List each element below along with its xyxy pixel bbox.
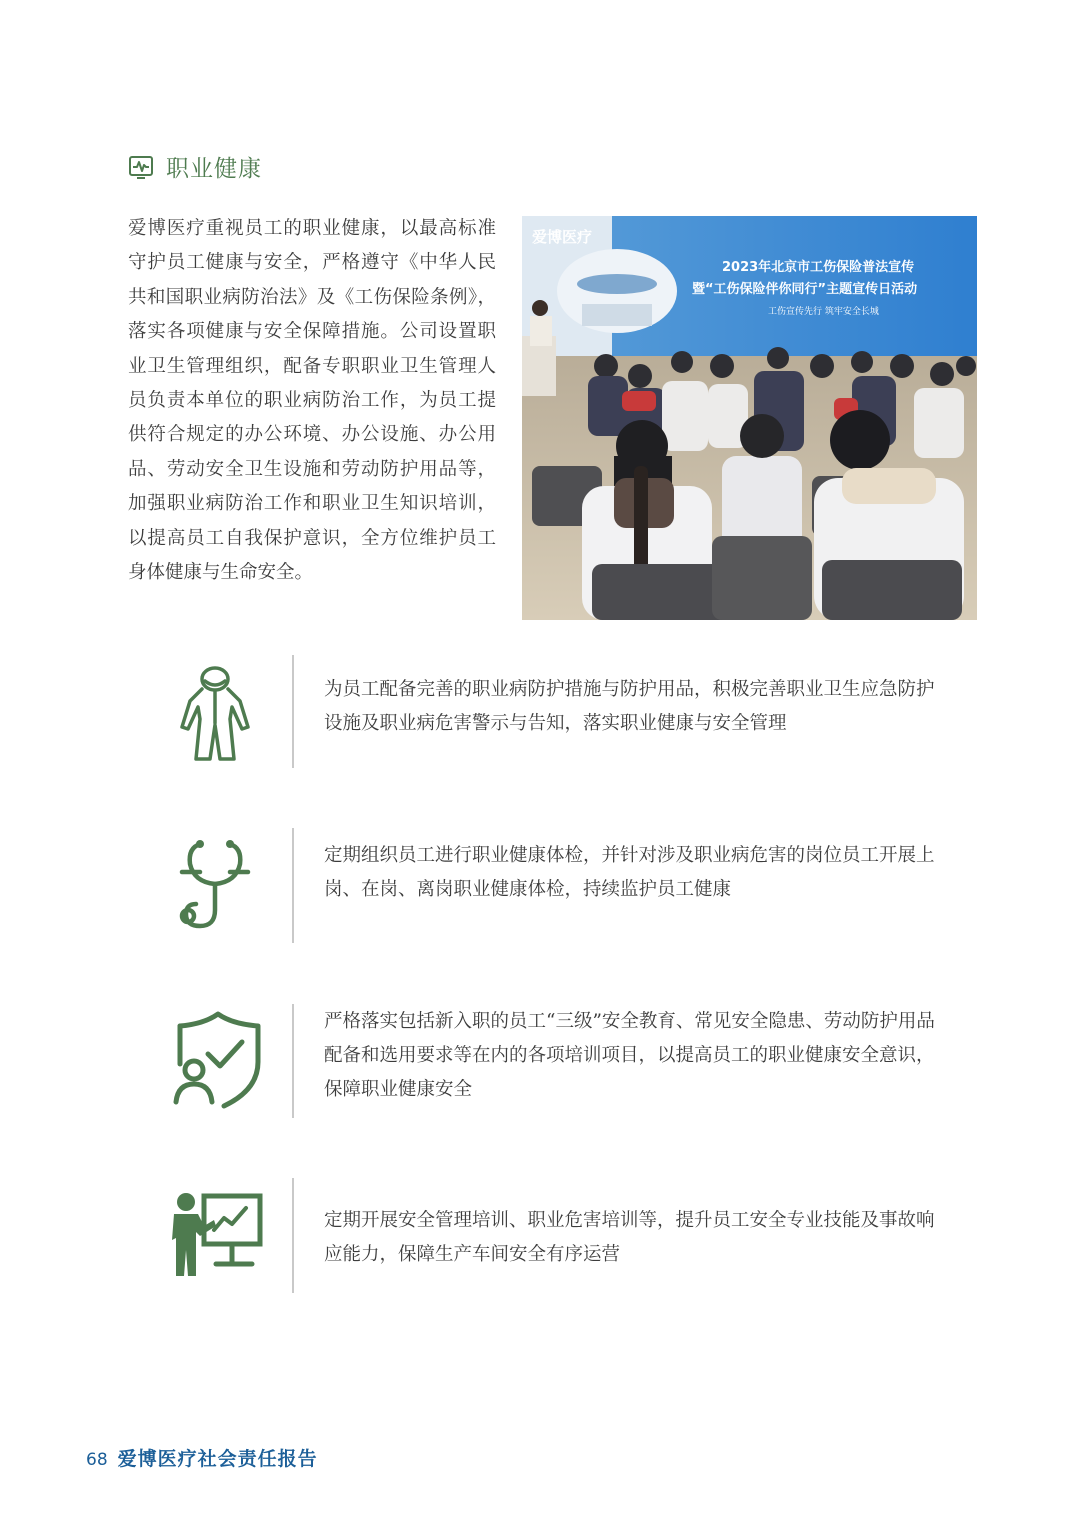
- measure-item: [160, 655, 960, 768]
- page-number: 68: [86, 1450, 108, 1470]
- page-footer: [86, 1444, 318, 1471]
- stethoscope-icon: [160, 830, 270, 940]
- shield-check-person-icon: [160, 1006, 270, 1116]
- protective-suit-icon: [160, 659, 270, 769]
- photo-logo: 爱博医疗: [532, 228, 593, 246]
- intro-paragraph: 爱博医疗重视员工的职业健康，以最高标准守护员工健康与安全，严格遵守《中华人民共和国职业病防治法》及《工伤保险条例》，落实各项健康与安全保障措施。公司设置职业卫生管理组织，配备专职职业卫生管理人员负责本单位的职业病防治工作，为员工提供符合规定的办公环境、办公设施、办公用品、劳动安全卫生设施和劳动防护用品等，加强职业病防治工作和职业卫生知识培训，以提高员工自我保护意识，全方位维护员工身体健康与生命安全。: [128, 218, 496, 584]
- item-divider: [292, 655, 294, 768]
- section-title: 职业健康: [166, 156, 262, 182]
- measure-item: [160, 1178, 960, 1293]
- photo-banner-line1: 2023年北京市工伤保险普法宣传: [722, 260, 915, 275]
- measure-text: 严格落实包括新入职的员工“三级”安全教育、常见安全隐患、劳动防护用品配备和选用要求等在内的各项培训项目，以提高员工的职业健康安全意识，保障职业健康安全: [324, 1011, 935, 1100]
- measure-text: 为员工配备完善的职业病防护措施与防护用品，积极完善职业卫生应急防护设施及职业病危害警示与告知，落实职业健康与安全管理: [324, 679, 935, 734]
- photo-banner-slogan: 工伤宣传先行 筑牢安全长城: [768, 307, 879, 317]
- report-title: 爱博医疗社会责任报告: [117, 1448, 318, 1470]
- photo-banner-line2: 暨“工伤保险伴你同行”主题宣传日活动: [692, 282, 918, 297]
- item-divider: [292, 828, 294, 943]
- measure-text: 定期开展安全管理培训、职业危害培训等，提升员工安全专业技能及事故响应能力，保障生产车间安全有序运营: [324, 1210, 935, 1265]
- measure-text: 定期组织员工进行职业健康体检，并针对涉及职业病危害的岗位员工开展上岗、在岗、离岗职业健康体检，持续监护员工健康: [324, 845, 935, 900]
- item-divider: [292, 1004, 294, 1118]
- measure-item: [160, 828, 960, 943]
- section-header: [128, 150, 262, 183]
- heartbeat-monitor-icon: [128, 154, 154, 180]
- item-divider: [292, 1178, 294, 1293]
- presentation-training-icon: [160, 1184, 270, 1294]
- event-photo: [522, 216, 977, 620]
- measure-item: [160, 1004, 960, 1118]
